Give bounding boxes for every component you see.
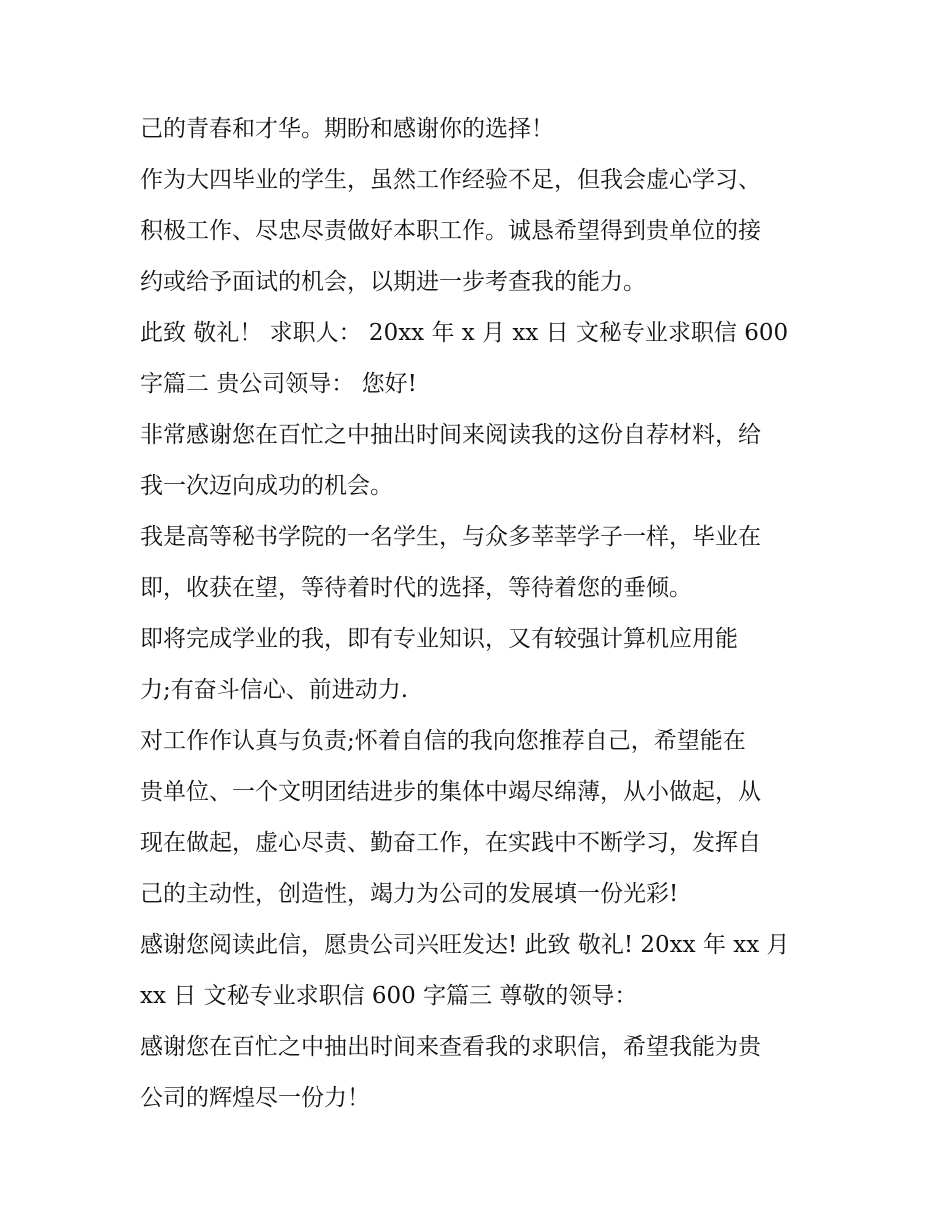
text-line: xx 日 文秘专业求职信 600 字篇三 尊敬的领导： [140, 983, 638, 1009]
text-line: 对工作作认真与负责;怀着自信的我向您推荐自己，希望能在 [140, 728, 746, 754]
text-line: 贵单位、一个文明团结进步的集体中竭尽绵薄，从小做起，从 [140, 779, 761, 805]
text-line: 作为大四毕业的学生，虽然工作经验不足，但我会虚心学习、 [140, 167, 761, 193]
text-line: 积极工作、尽忠尽责做好本职工作。诚恳希望得到贵单位的接 [140, 218, 761, 244]
text-line: 我一次迈向成功的机会。 [140, 473, 393, 499]
text-line: 己的青春和才华。期盼和感谢你的选择！ [140, 116, 554, 142]
text-line: 公司的辉煌尽一份力！ [140, 1085, 370, 1111]
text-line: 感谢您阅读此信，愿贵公司兴旺发达! 此致 敬礼! 20xx 年 xx 月 [140, 932, 790, 958]
text-line: 此致 敬礼！ 求职人： 20xx 年 x 月 xx 日 文秘专业求职信 600 [140, 320, 789, 346]
text-line: 字篇二 贵公司领导： 您好! [140, 371, 417, 397]
text-line: 感谢您在百忙之中抽出时间来查看我的求职信，希望我能为贵 [140, 1034, 761, 1060]
text-line: 即，收获在望，等待着时代的选择，等待着您的垂倾。 [140, 575, 692, 601]
text-line: 力;有奋斗信心、前进动力. [140, 677, 409, 703]
text-line: 我是高等秘书学院的一名学生，与众多莘莘学子一样，毕业在 [140, 524, 761, 550]
text-line: 非常感谢您在百忙之中抽出时间来阅读我的这份自荐材料，给 [140, 422, 761, 448]
text-line: 约或给予面试的机会，以期进一步考查我的能力。 [140, 269, 646, 295]
body-text [140, 104, 820, 1124]
text-line: 即将完成学业的我，即有专业知识，又有较强计算机应用能 [140, 626, 738, 652]
text-line: 现在做起，虚心尽责、勤奋工作，在实践中不断学习，发挥自 [140, 830, 761, 856]
text-line: 己的主动性，创造性，竭力为公司的发展填一份光彩! [140, 881, 679, 907]
